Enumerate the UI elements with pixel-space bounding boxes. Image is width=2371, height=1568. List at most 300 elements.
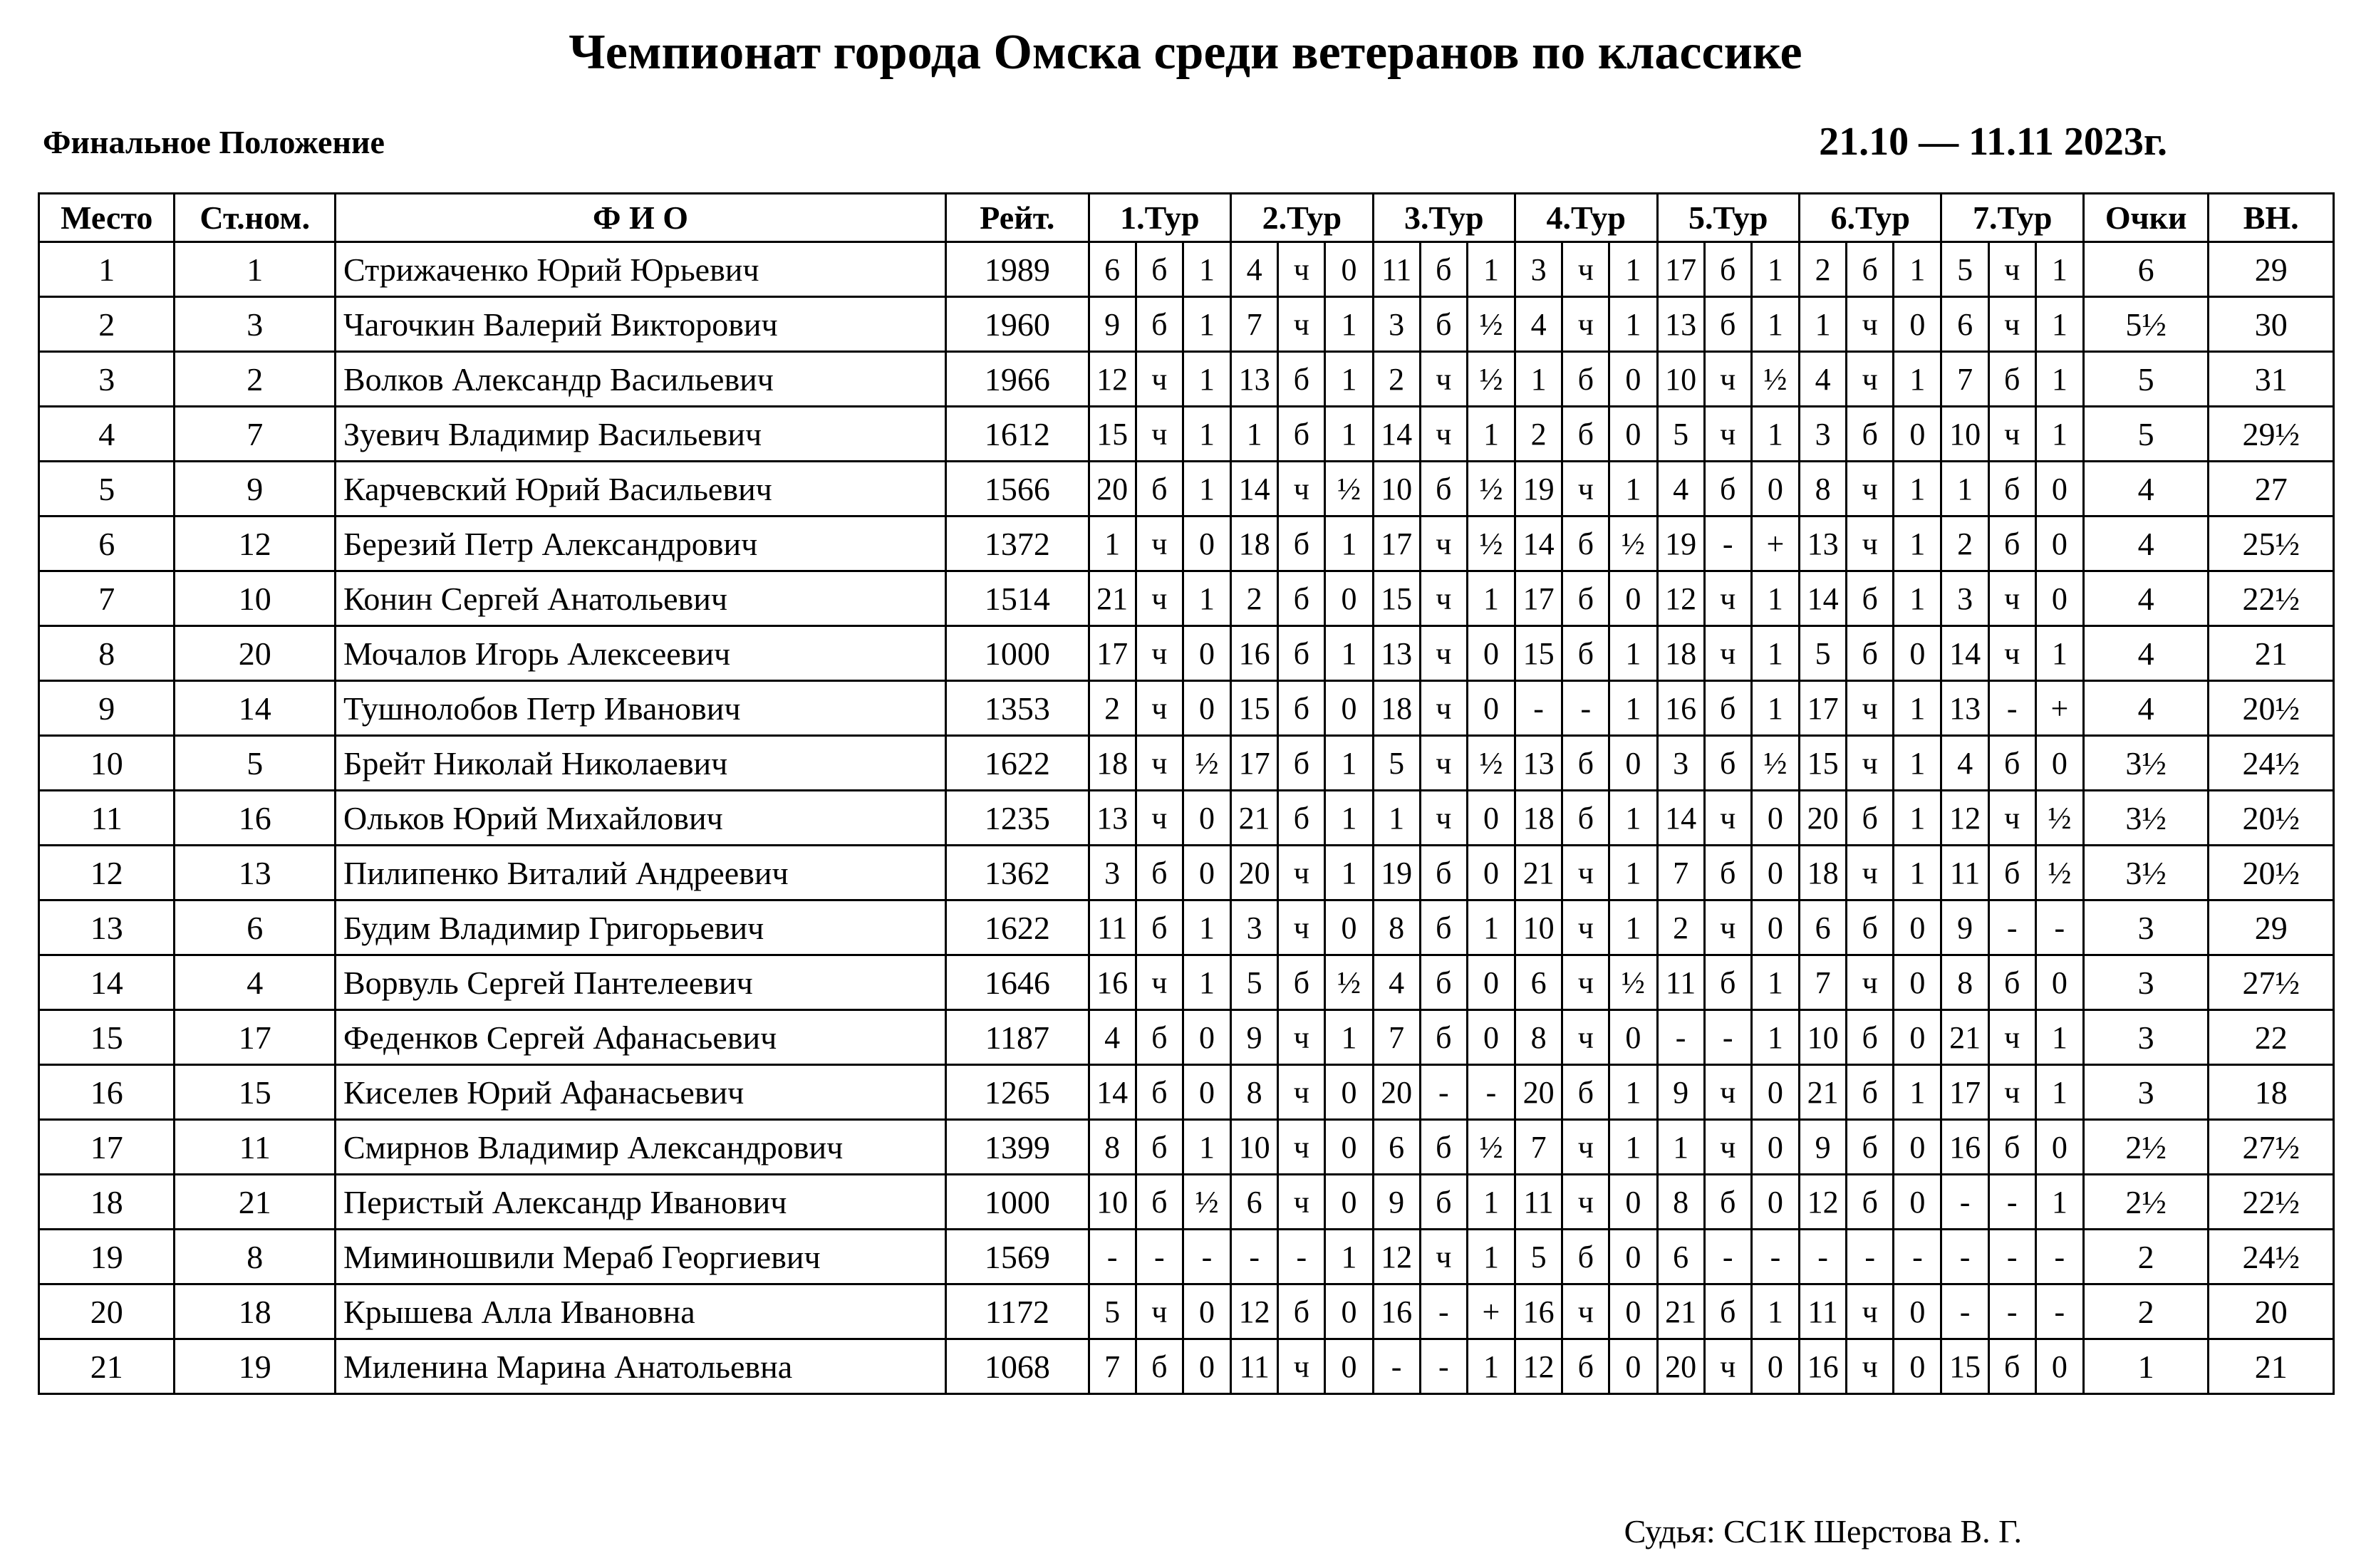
- round-color-cell: ч: [1704, 352, 1751, 407]
- table-row: [39, 791, 2334, 846]
- place-cell: 17: [39, 1120, 175, 1175]
- round-color-cell: -: [1988, 1284, 2035, 1339]
- round-result-cell: 1: [1467, 407, 1515, 462]
- round-opponent-cell: 12: [1089, 352, 1136, 407]
- round-result-cell: -: [2035, 900, 2083, 955]
- start-number-cell: 17: [175, 1010, 336, 1065]
- round-result-cell: ½: [1325, 462, 1373, 516]
- round-color-cell: б: [1278, 407, 1325, 462]
- player-name-cell: Ольков Юрий Михайлович: [336, 791, 946, 846]
- round-color-cell: б: [1704, 736, 1751, 791]
- round-result-cell: 1: [1894, 462, 1941, 516]
- round-opponent-cell: 16: [1941, 1120, 1988, 1175]
- round-result-cell: 0: [1609, 1175, 1657, 1230]
- points-cell: 2: [2083, 1284, 2208, 1339]
- rating-cell: 1000: [946, 1175, 1089, 1230]
- tiebreak-cell: 21: [2209, 1339, 2334, 1394]
- round-result-cell: 0: [1183, 1284, 1230, 1339]
- round-result-cell: 1: [1609, 791, 1657, 846]
- round-color-cell: б: [1847, 1065, 1894, 1120]
- place-cell: 5: [39, 462, 175, 516]
- round-color-cell: -: [1988, 1230, 2035, 1284]
- round-color-cell: ч: [1847, 1284, 1894, 1339]
- round-opponent-cell: 21: [1657, 1284, 1704, 1339]
- rating-cell: 1966: [946, 352, 1089, 407]
- points-cell: 4: [2083, 462, 2208, 516]
- points-cell: 5: [2083, 407, 2208, 462]
- round-result-cell: -: [2035, 1230, 2083, 1284]
- round-opponent-cell: 1: [1231, 407, 1278, 462]
- rating-cell: 1000: [946, 626, 1089, 681]
- tiebreak-cell: 29: [2209, 242, 2334, 297]
- round-result-cell: 1: [1894, 681, 1941, 736]
- round-opponent-cell: 10: [1515, 900, 1562, 955]
- round-color-cell: б: [1420, 1175, 1467, 1230]
- tiebreak-cell: 22: [2209, 1010, 2334, 1065]
- rating-cell: 1622: [946, 900, 1089, 955]
- round-color-cell: ч: [1420, 407, 1467, 462]
- round-color-cell: ч: [1136, 681, 1183, 736]
- round-opponent-cell: 10: [1231, 1120, 1278, 1175]
- round-color-cell: -: [1420, 1065, 1467, 1120]
- start-number-cell: 4: [175, 955, 336, 1010]
- round-opponent-cell: 4: [1089, 1010, 1136, 1065]
- round-color-cell: б: [1136, 242, 1183, 297]
- round-opponent-cell: 8: [1800, 462, 1847, 516]
- round-opponent-cell: 18: [1515, 791, 1562, 846]
- player-name-cell: Перистый Александр Иванович: [336, 1175, 946, 1230]
- player-name-cell: Волков Александр Васильевич: [336, 352, 946, 407]
- round-opponent-cell: 20: [1515, 1065, 1562, 1120]
- round-opponent-cell: 13: [1231, 352, 1278, 407]
- points-cell: 3½: [2083, 736, 2208, 791]
- round-opponent-cell: 12: [1941, 791, 1988, 846]
- round-color-cell: б: [1847, 242, 1894, 297]
- round-result-cell: ½: [1467, 352, 1515, 407]
- round-result-cell: 1: [1325, 736, 1373, 791]
- tiebreak-cell: 20½: [2209, 846, 2334, 900]
- round-opponent-cell: 6: [1800, 900, 1847, 955]
- round-color-cell: б: [1704, 955, 1751, 1010]
- round-color-cell: ч: [1562, 846, 1609, 900]
- round-opponent-cell: 17: [1515, 571, 1562, 626]
- round-opponent-cell: 16: [1515, 1284, 1562, 1339]
- rating-cell: 1612: [946, 407, 1089, 462]
- rating-cell: 1989: [946, 242, 1089, 297]
- standings-subtitle: Финальное Положение: [43, 124, 385, 160]
- points-cell: 4: [2083, 516, 2208, 571]
- round-opponent-cell: 18: [1657, 626, 1704, 681]
- round-result-cell: 1: [1751, 242, 1799, 297]
- start-number-cell: 20: [175, 626, 336, 681]
- points-cell: 1: [2083, 1339, 2208, 1394]
- place-cell: 15: [39, 1010, 175, 1065]
- points-cell: 3: [2083, 1065, 2208, 1120]
- round-opponent-cell: 11: [1089, 900, 1136, 955]
- round-color-cell: ч: [1988, 626, 2035, 681]
- round-opponent-cell: 12: [1657, 571, 1704, 626]
- rating-cell: 1172: [946, 1284, 1089, 1339]
- round-opponent-cell: 18: [1231, 516, 1278, 571]
- round-opponent-cell: 14: [1800, 571, 1847, 626]
- table-row: [39, 242, 2334, 297]
- rating-cell: 1068: [946, 1339, 1089, 1394]
- tiebreak-cell: 30: [2209, 297, 2334, 352]
- round-color-cell: ч: [1278, 242, 1325, 297]
- round-opponent-cell: 2: [1089, 681, 1136, 736]
- round-result-cell: 0: [1751, 846, 1799, 900]
- round-result-cell: -: [1894, 1230, 1941, 1284]
- round-opponent-cell: 14: [1941, 626, 1988, 681]
- round-result-cell: 0: [2035, 516, 2083, 571]
- tiebreak-cell: 20½: [2209, 791, 2334, 846]
- player-name-cell: Березий Петр Александрович: [336, 516, 946, 571]
- round-result-cell: 0: [2035, 736, 2083, 791]
- round-opponent-cell: 16: [1800, 1339, 1847, 1394]
- round-color-cell: б: [1136, 1120, 1183, 1175]
- round-opponent-cell: -: [1515, 681, 1562, 736]
- round-result-cell: 0: [1609, 1339, 1657, 1394]
- round-color-cell: б: [1136, 846, 1183, 900]
- round-result-cell: 0: [1183, 1010, 1230, 1065]
- player-name-cell: Чагочкин Валерий Викторович: [336, 297, 946, 352]
- round-result-cell: +: [1751, 516, 1799, 571]
- round-color-cell: б: [1136, 1010, 1183, 1065]
- round-result-cell: +: [1467, 1284, 1515, 1339]
- header-name: Ф И О: [336, 194, 946, 242]
- points-cell: 6: [2083, 242, 2208, 297]
- round-opponent-cell: 17: [1800, 681, 1847, 736]
- round-color-cell: ч: [1562, 955, 1609, 1010]
- start-number-cell: 9: [175, 462, 336, 516]
- round-result-cell: -: [1467, 1065, 1515, 1120]
- round-color-cell: ч: [1136, 352, 1183, 407]
- round-color-cell: ч: [1136, 791, 1183, 846]
- round-color-cell: б: [1562, 1065, 1609, 1120]
- round-color-cell: б: [1278, 1284, 1325, 1339]
- round-opponent-cell: 4: [1231, 242, 1278, 297]
- round-opponent-cell: 2: [1373, 352, 1420, 407]
- table-row: [39, 1175, 2334, 1230]
- start-number-cell: 1: [175, 242, 336, 297]
- table-row: [39, 352, 2334, 407]
- round-result-cell: 0: [1325, 1339, 1373, 1394]
- round-result-cell: ½: [2035, 846, 2083, 900]
- round-color-cell: -: [1704, 1010, 1751, 1065]
- round-result-cell: 1: [1467, 1175, 1515, 1230]
- round-opponent-cell: 7: [1800, 955, 1847, 1010]
- round-result-cell: 0: [1325, 242, 1373, 297]
- round-result-cell: 1: [1325, 1230, 1373, 1284]
- table-row: [39, 736, 2334, 791]
- round-result-cell: 0: [1325, 681, 1373, 736]
- place-cell: 8: [39, 626, 175, 681]
- round-result-cell: 1: [1325, 846, 1373, 900]
- round-opponent-cell: 1: [1373, 791, 1420, 846]
- round-result-cell: 0: [1183, 791, 1230, 846]
- tiebreak-cell: 29½: [2209, 407, 2334, 462]
- round-result-cell: 1: [2035, 407, 2083, 462]
- round-opponent-cell: 11: [1515, 1175, 1562, 1230]
- table-row: [39, 516, 2334, 571]
- round-opponent-cell: 17: [1657, 242, 1704, 297]
- round-color-cell: б: [1847, 791, 1894, 846]
- round-color-cell: б: [1988, 462, 2035, 516]
- round-opponent-cell: 20: [1089, 462, 1136, 516]
- round-result-cell: 1: [2035, 297, 2083, 352]
- round-result-cell: 0: [1894, 955, 1941, 1010]
- round-color-cell: ч: [1420, 681, 1467, 736]
- round-result-cell: 0: [1609, 352, 1657, 407]
- round-result-cell: 0: [1183, 681, 1230, 736]
- round-color-cell: ч: [1562, 1284, 1609, 1339]
- round-opponent-cell: 11: [1231, 1339, 1278, 1394]
- round-result-cell: 0: [1894, 1120, 1941, 1175]
- round-color-cell: б: [1562, 352, 1609, 407]
- round-result-cell: 0: [1467, 955, 1515, 1010]
- round-opponent-cell: 6: [1657, 1230, 1704, 1284]
- round-color-cell: ч: [1278, 297, 1325, 352]
- player-name-cell: Мочалов Игорь Алексеевич: [336, 626, 946, 681]
- round-result-cell: 1: [2035, 626, 2083, 681]
- round-opponent-cell: 2: [1515, 407, 1562, 462]
- round-opponent-cell: 15: [1089, 407, 1136, 462]
- round-color-cell: б: [1420, 900, 1467, 955]
- standings-body: [39, 242, 2334, 1394]
- round-result-cell: 1: [1325, 516, 1373, 571]
- round-color-cell: ч: [1420, 352, 1467, 407]
- round-color-cell: -: [1988, 681, 2035, 736]
- rating-cell: 1569: [946, 1230, 1089, 1284]
- round-color-cell: -: [1420, 1284, 1467, 1339]
- rating-cell: 1265: [946, 1065, 1089, 1120]
- round-opponent-cell: 3: [1373, 297, 1420, 352]
- round-result-cell: 0: [1609, 736, 1657, 791]
- round-opponent-cell: 18: [1089, 736, 1136, 791]
- table-row: [39, 1284, 2334, 1339]
- table-row: [39, 1010, 2334, 1065]
- round-result-cell: 0: [1751, 462, 1799, 516]
- round-opponent-cell: 20: [1231, 846, 1278, 900]
- round-result-cell: 1: [1751, 407, 1799, 462]
- round-opponent-cell: 10: [1089, 1175, 1136, 1230]
- round-opponent-cell: 10: [1657, 352, 1704, 407]
- round-opponent-cell: 5: [1373, 736, 1420, 791]
- round-color-cell: б: [1562, 626, 1609, 681]
- place-cell: 16: [39, 1065, 175, 1120]
- round-result-cell: 0: [1325, 1120, 1373, 1175]
- round-opponent-cell: 16: [1089, 955, 1136, 1010]
- round-result-cell: ½: [1467, 462, 1515, 516]
- round-opponent-cell: 10: [1800, 1010, 1847, 1065]
- round-color-cell: ч: [1278, 1175, 1325, 1230]
- tiebreak-cell: 27½: [2209, 955, 2334, 1010]
- header-start-number: Ст.ном.: [175, 194, 336, 242]
- points-cell: 2: [2083, 1230, 2208, 1284]
- round-result-cell: 0: [1894, 1339, 1941, 1394]
- round-color-cell: б: [1562, 407, 1609, 462]
- player-name-cell: Пилипенко Виталий Андреевич: [336, 846, 946, 900]
- round-result-cell: ½: [1467, 516, 1515, 571]
- table-row: [39, 462, 2334, 516]
- round-color-cell: -: [1704, 516, 1751, 571]
- round-result-cell: 0: [1325, 900, 1373, 955]
- tiebreak-cell: 24½: [2209, 736, 2334, 791]
- round-result-cell: 0: [2035, 955, 2083, 1010]
- round-opponent-cell: 19: [1515, 462, 1562, 516]
- player-name-cell: Ворвуль Сергей Пантелеевич: [336, 955, 946, 1010]
- round-result-cell: 0: [1467, 681, 1515, 736]
- round-opponent-cell: 6: [1373, 1120, 1420, 1175]
- start-number-cell: 19: [175, 1339, 336, 1394]
- round-color-cell: ч: [1704, 791, 1751, 846]
- table-row: [39, 846, 2334, 900]
- round-opponent-cell: 1: [1515, 352, 1562, 407]
- round-opponent-cell: 3: [1515, 242, 1562, 297]
- place-cell: 4: [39, 407, 175, 462]
- round-color-cell: б: [1136, 297, 1183, 352]
- round-color-cell: б: [1988, 516, 2035, 571]
- round-result-cell: 1: [2035, 352, 2083, 407]
- round-result-cell: 0: [1894, 626, 1941, 681]
- round-opponent-cell: 20: [1657, 1339, 1704, 1394]
- round-result-cell: 1: [2035, 1010, 2083, 1065]
- start-number-cell: 16: [175, 791, 336, 846]
- round-result-cell: ½: [1609, 955, 1657, 1010]
- round-color-cell: б: [1988, 1339, 2035, 1394]
- round-opponent-cell: 19: [1657, 516, 1704, 571]
- round-opponent-cell: -: [1657, 1010, 1704, 1065]
- round-opponent-cell: 1: [1941, 462, 1988, 516]
- points-cell: 4: [2083, 571, 2208, 626]
- round-result-cell: 1: [1183, 462, 1230, 516]
- round-result-cell: 0: [2035, 462, 2083, 516]
- round-result-cell: -: [1751, 1230, 1799, 1284]
- round-opponent-cell: 13: [1373, 626, 1420, 681]
- rating-cell: 1622: [946, 736, 1089, 791]
- round-color-cell: б: [1847, 1010, 1894, 1065]
- round-color-cell: -: [1136, 1230, 1183, 1284]
- round-result-cell: 0: [1894, 1175, 1941, 1230]
- place-cell: 21: [39, 1339, 175, 1394]
- points-cell: 4: [2083, 626, 2208, 681]
- round-opponent-cell: 11: [1941, 846, 1988, 900]
- round-opponent-cell: 8: [1231, 1065, 1278, 1120]
- round-color-cell: ч: [1988, 407, 2035, 462]
- round-color-cell: ч: [1420, 626, 1467, 681]
- round-color-cell: -: [1847, 1230, 1894, 1284]
- player-name-cell: Конин Сергей Анатольевич: [336, 571, 946, 626]
- round-result-cell: 1: [1609, 1065, 1657, 1120]
- round-color-cell: б: [1420, 462, 1467, 516]
- place-cell: 20: [39, 1284, 175, 1339]
- round-opponent-cell: -: [1941, 1175, 1988, 1230]
- round-opponent-cell: 3: [1089, 846, 1136, 900]
- round-color-cell: б: [1704, 681, 1751, 736]
- round-color-cell: ч: [1136, 516, 1183, 571]
- round-result-cell: 0: [2035, 1339, 2083, 1394]
- round-opponent-cell: 15: [1800, 736, 1847, 791]
- round-opponent-cell: 17: [1089, 626, 1136, 681]
- tiebreak-cell: 22½: [2209, 571, 2334, 626]
- round-result-cell: 1: [1325, 407, 1373, 462]
- round-opponent-cell: 4: [1373, 955, 1420, 1010]
- round-opponent-cell: -: [1941, 1230, 1988, 1284]
- round-opponent-cell: 15: [1515, 626, 1562, 681]
- round-result-cell: 1: [1894, 242, 1941, 297]
- header-round: 3.Тур: [1373, 194, 1515, 242]
- round-color-cell: -: [1278, 1230, 1325, 1284]
- table-row: [39, 1120, 2334, 1175]
- round-color-cell: б: [1278, 352, 1325, 407]
- round-opponent-cell: 8: [1941, 955, 1988, 1010]
- round-color-cell: б: [1562, 791, 1609, 846]
- round-result-cell: 0: [1609, 407, 1657, 462]
- round-color-cell: б: [1704, 846, 1751, 900]
- round-result-cell: 1: [1467, 1230, 1515, 1284]
- round-opponent-cell: 15: [1373, 571, 1420, 626]
- round-opponent-cell: 16: [1231, 626, 1278, 681]
- player-name-cell: Киселев Юрий Афанасьевич: [336, 1065, 946, 1120]
- round-opponent-cell: 18: [1373, 681, 1420, 736]
- round-opponent-cell: 4: [1941, 736, 1988, 791]
- place-cell: 10: [39, 736, 175, 791]
- header-round: 2.Тур: [1231, 194, 1373, 242]
- round-opponent-cell: 14: [1231, 462, 1278, 516]
- place-cell: 2: [39, 297, 175, 352]
- round-opponent-cell: 19: [1373, 846, 1420, 900]
- round-result-cell: 1: [1751, 626, 1799, 681]
- round-result-cell: 1: [1751, 571, 1799, 626]
- round-opponent-cell: 10: [1941, 407, 1988, 462]
- round-color-cell: б: [1420, 1010, 1467, 1065]
- round-opponent-cell: 9: [1373, 1175, 1420, 1230]
- start-number-cell: 7: [175, 407, 336, 462]
- player-name-cell: Феденков Сергей Афанасьевич: [336, 1010, 946, 1065]
- round-color-cell: б: [1420, 297, 1467, 352]
- start-number-cell: 2: [175, 352, 336, 407]
- start-number-cell: 12: [175, 516, 336, 571]
- table-row: [39, 626, 2334, 681]
- round-result-cell: ½: [1751, 736, 1799, 791]
- round-color-cell: ч: [1988, 791, 2035, 846]
- round-result-cell: 0: [1751, 1120, 1799, 1175]
- round-result-cell: ½: [2035, 791, 2083, 846]
- round-result-cell: 1: [1894, 571, 1941, 626]
- round-result-cell: 1: [1894, 516, 1941, 571]
- tiebreak-cell: 24½: [2209, 1230, 2334, 1284]
- round-color-cell: ч: [1847, 352, 1894, 407]
- round-color-cell: б: [1136, 1339, 1183, 1394]
- round-opponent-cell: 2: [1231, 571, 1278, 626]
- rating-cell: 1960: [946, 297, 1089, 352]
- round-color-cell: ч: [1136, 571, 1183, 626]
- round-result-cell: 0: [2035, 571, 2083, 626]
- round-result-cell: 0: [1609, 1010, 1657, 1065]
- round-result-cell: -: [2035, 1284, 2083, 1339]
- round-result-cell: 1: [1609, 462, 1657, 516]
- place-cell: 12: [39, 846, 175, 900]
- round-opponent-cell: 6: [1515, 955, 1562, 1010]
- round-color-cell: б: [1278, 681, 1325, 736]
- round-opponent-cell: 9: [1657, 1065, 1704, 1120]
- player-name-cell: Миленина Марина Анатольевна: [336, 1339, 946, 1394]
- round-color-cell: -: [1562, 681, 1609, 736]
- round-color-cell: ч: [1420, 736, 1467, 791]
- round-color-cell: б: [1704, 242, 1751, 297]
- round-color-cell: б: [1562, 516, 1609, 571]
- round-opponent-cell: 21: [1231, 791, 1278, 846]
